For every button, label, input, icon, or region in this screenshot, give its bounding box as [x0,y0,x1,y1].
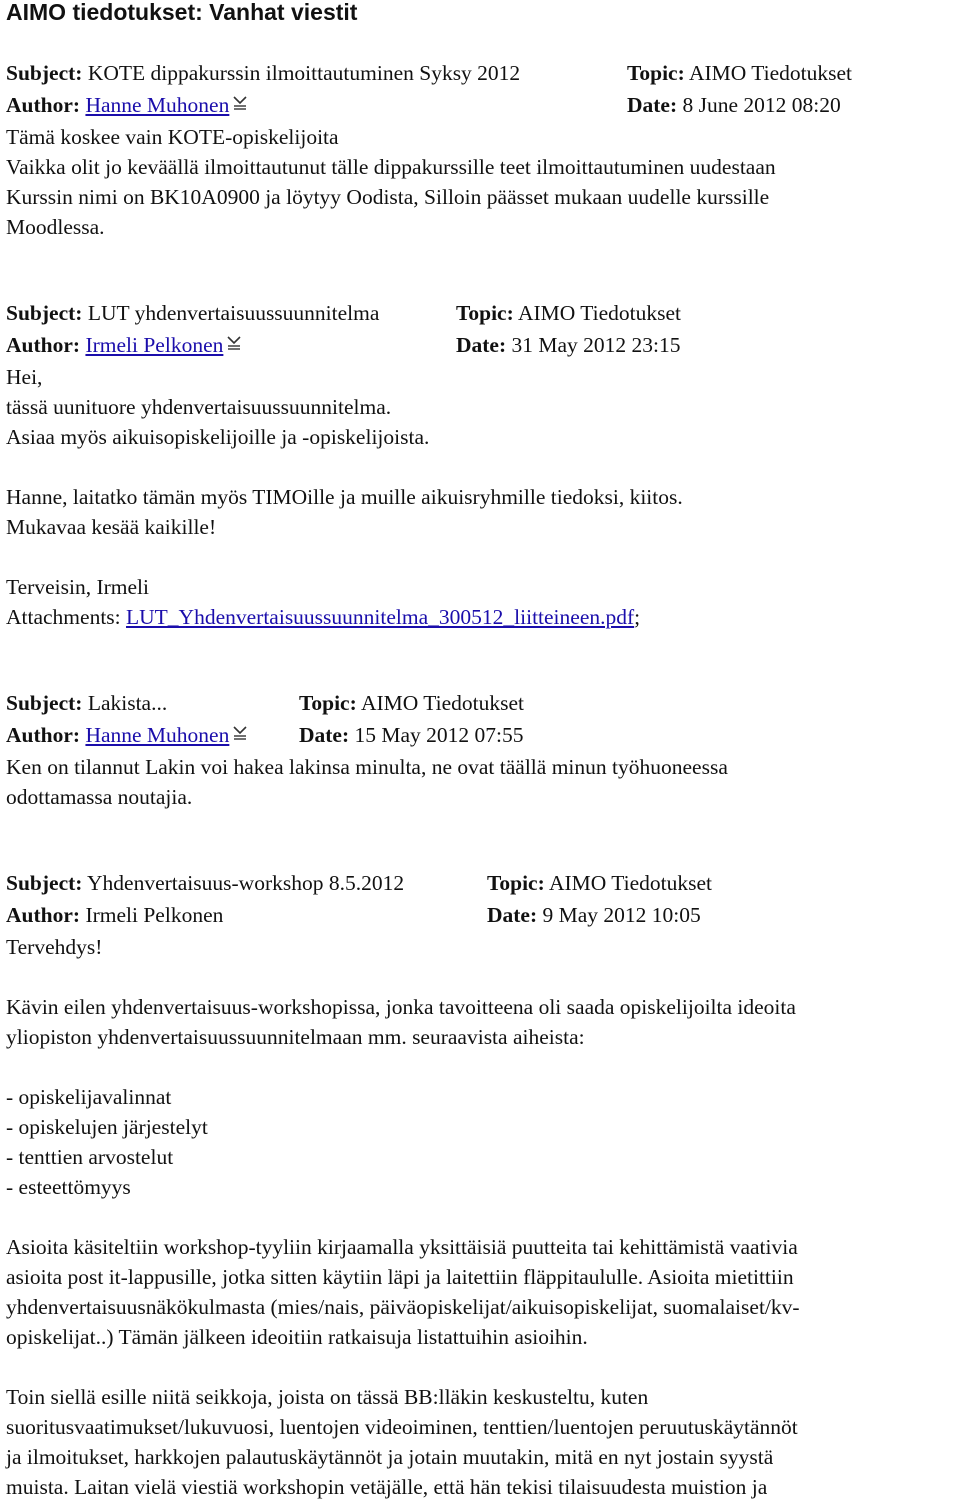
topic-cell [627,58,852,88]
body-line: Kävin eilen yhdenvertaisuus-workshopissa, jonka tavoitteena oli saada opiskelijoilta ideoita [6,995,796,1019]
topic-value: AIMO Tiedotukset [517,301,682,325]
body-line: Moodlessa. [6,215,105,239]
message-body [6,932,956,1502]
body-line: - esteettömyys [6,1175,131,1199]
subject-value: Lakista... [87,691,168,715]
body-line: Hei, [6,365,43,389]
topic-cell [456,298,681,328]
body-line: yhdenvertaisuusnäkökulmasta (mies/nais, päiväopiskelijat/aikuisopiskelijat, suomalaiset/kv- [6,1295,800,1319]
message-4 [6,868,956,1502]
body-line: Tervehdys! [6,935,103,959]
date-label: Date: [487,903,538,927]
date-value: 8 June 2012 08:20 [682,93,841,117]
date-value: 31 May 2012 23:15 [511,333,681,357]
send-mail-icon[interactable] [226,336,242,352]
author-link[interactable]: Hanne Muhonen [85,93,230,117]
body-line: Mukavaa kesää kaikille! [6,515,217,539]
message-1 [6,58,956,242]
author-label: Author: [6,333,81,357]
topic-label: Topic: [627,61,685,85]
blank-line [6,1352,956,1382]
body-line: Toin siellä esille niitä seikkoja, joista on tässä BB:lläkin keskusteltu, kuten [6,1385,649,1409]
blank-line [6,1202,956,1232]
body-line: ja ilmoitukset, harkkojen palautuskäytännöt ja jotain muutakin, mitä en nyt jostain syystä [6,1445,774,1469]
author-row [6,330,956,362]
author-label: Author: [6,723,81,747]
date-cell [456,330,681,360]
subject-label: Subject: [6,301,83,325]
subject-row [6,688,956,720]
date-value: 9 May 2012 10:05 [542,903,701,927]
attachment-link[interactable]: LUT_Yhdenvertaisuussuunnitelma_300512_liitteineen.pdf [126,605,635,629]
topic-value: AIMO Tiedotukset [688,61,853,85]
body-line: - opiskelijavalinnat [6,1085,172,1109]
author-row [6,720,956,752]
topic-value: AIMO Tiedotukset [548,871,713,895]
subject-label: Subject: [6,871,83,895]
body-line: Hanne, laitatko tämän myös TIMOille ja muille aikuisryhmille tiedoksi, kiitos. [6,485,683,509]
date-label: Date: [627,93,678,117]
message-body [6,752,956,812]
message-3 [6,688,956,812]
date-label: Date: [299,723,350,747]
author-label: Author: [6,93,81,117]
date-cell [487,900,701,930]
topic-value: AIMO Tiedotukset [360,691,525,715]
body-line: Asiaa myös aikuisopiskelijoille ja -opiskelijoista. [6,425,430,449]
body-line: Vaikka olit jo keväällä ilmoittautunut tälle dippakurssille teet ilmoittautuminen uudestaan [6,155,776,179]
author-label: Author: [6,903,81,927]
body-line: odottamassa noutajia. [6,785,193,809]
date-cell [627,90,841,120]
subject-value: LUT yhdenvertaisuussuunnitelma [87,301,380,325]
author-row [6,90,956,122]
subject-row [6,298,956,330]
topic-cell [299,688,524,718]
body-line: asioita post it-lappusille, jotka sitten käytiin läpi ja laitettiin fläppitaululle. Asioita mietittiin [6,1265,794,1289]
message-2 [6,298,956,632]
topic-label: Topic: [299,691,357,715]
author-row [6,900,956,932]
message-body [6,362,956,632]
blank-line [6,1052,956,1082]
author-name: Irmeli Pelkonen [85,903,224,927]
author-link[interactable]: Irmeli Pelkonen [85,333,224,357]
body-line: muista. Laitan vielä viestiä workshopin vetäjälle, että hän tekisi tilaisuudesta muistion ja [6,1475,768,1499]
date-label: Date: [456,333,507,357]
attachment-suffix: ; [634,605,641,629]
topic-cell [487,868,712,898]
body-line: suoritusvaatimukset/lukuvuosi, luentojen videoiminen, tenttien/luentojen peruutuskäytännöt [6,1415,798,1439]
subject-row [6,868,956,900]
author-link[interactable]: Hanne Muhonen [85,723,230,747]
send-mail-icon[interactable] [232,726,248,742]
blank-line [6,452,956,482]
subject-value: KOTE dippakurssin ilmoittautuminen Syksy 2012 [87,61,521,85]
blank-line [6,962,956,992]
body-line: Ken on tilannut Lakin voi hakea lakinsa minulta, ne ovat täällä minun työhuoneessa [6,755,728,779]
subject-label: Subject: [6,61,83,85]
page-title: AIMO tiedotukset: Vanhat viestit [6,0,358,25]
blank-line [6,542,956,572]
body-line: - tenttien arvostelut [6,1145,174,1169]
attachments-label: Attachments: [6,605,121,629]
body-line: Terveisin, Irmeli [6,575,149,599]
body-line: yliopiston yhdenvertaisuussuunnitelmaan mm. seuraavista aiheista: [6,1025,585,1049]
body-line: Asioita käsiteltiin workshop-tyyliin kirjaamalla yksittäisiä puutteita tai kehittämistä vaativia [6,1235,798,1259]
body-line: Kurssin nimi on BK10A0900 ja löytyy Oodista, Silloin päässet mukaan uudelle kurssille [6,185,770,209]
send-mail-icon[interactable] [232,96,248,112]
topic-label: Topic: [456,301,514,325]
subject-value: Yhdenvertaisuus-workshop 8.5.2012 [87,871,405,895]
message-body [6,122,956,242]
subject-row [6,58,956,90]
topic-label: Topic: [487,871,545,895]
date-value: 15 May 2012 07:55 [354,723,524,747]
date-cell [299,720,524,750]
body-line: opiskelijat..) Tämän jälkeen ideoitiin ratkaisuja listattuihin asioihin. [6,1325,588,1349]
subject-label: Subject: [6,691,83,715]
body-line: tässä uunituore yhdenvertaisuussuunnitelma. [6,395,392,419]
attachments-row [6,602,956,632]
body-line: - opiskelujen järjestelyt [6,1115,208,1139]
body-line: Tämä koskee vain KOTE-opiskelijoita [6,125,339,149]
